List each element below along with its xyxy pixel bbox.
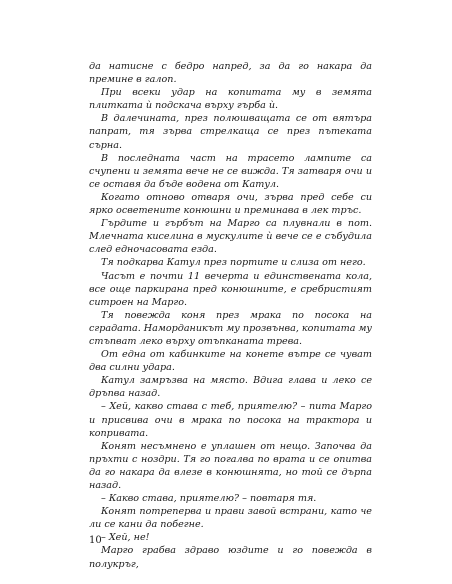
paragraph: В далечината, през полюшващата се от вятъра папрат, тя зърва стрелкаща се през пътеката сърна. <box>89 113 372 151</box>
body-text <box>89 60 372 571</box>
paragraph: Конят несъмнено е уплашен от нещо. Започва да пръхти с ноздри. Тя го погалва по врата и се опитва да го накара да влезе в конюшнята, но той се дърпа назад. <box>89 440 372 491</box>
paragraph: Когато отново отваря очи, зърва пред себе си ярко осветените конюшни и преминава в лек тръс. <box>89 191 372 217</box>
paragraph: В последната част на трасето лампите са счупени и земята вече не се вижда. Тя затваря очи и се оставя да бъде водена от Катул. <box>89 152 372 190</box>
paragraph: Тя подкарва Катул през портите и слиза от него. <box>101 257 366 269</box>
page-number: 10 <box>89 535 102 546</box>
paragraph: – Хей, какво става с теб, приятелю? – пита Марго и присвива очи в мрака по посока на трактора и копривата. <box>89 401 372 439</box>
paragraph: Марго грабва здраво юздите и го повежда в полукръг, <box>89 545 372 570</box>
paragraph: Конят потреперва и прави завой встрани, като че ли се кани да побегне. <box>89 506 372 531</box>
paragraph: Катул замръзва на място. Вдига глава и леко се дръпва назад. <box>89 375 372 400</box>
paragraph: При всеки удар на копитата му в земята плитката ѝ подскача върху гърба ѝ. <box>89 87 372 112</box>
paragraph: да натисне с бедро напред, за да го накара да премине в галоп. <box>89 61 372 86</box>
paragraph: – Какво става, приятелю? – повтаря тя. <box>101 493 317 505</box>
paragraph: От една от кабинките на конете вътре се чуват два силни удара. <box>89 349 372 374</box>
paragraph: – Хей, не! <box>101 532 150 544</box>
paragraph: Гърдите и гърбът на Марго са плувнали в пот. Млечната киселина в мускулите ѝ вече се е събудила след едночасовата езда. <box>89 218 372 256</box>
paragraph: Часът е почти 11 вечерта и единствената кола, все още паркирана пред конюшните, е сребристият ситроен на Марго. <box>89 270 372 308</box>
paragraph: Тя повежда коня през мрака по посока на сградата. Наморданикът му прозвънва, копитата му стъпват леко върху отъпканата трева. <box>89 309 372 347</box>
